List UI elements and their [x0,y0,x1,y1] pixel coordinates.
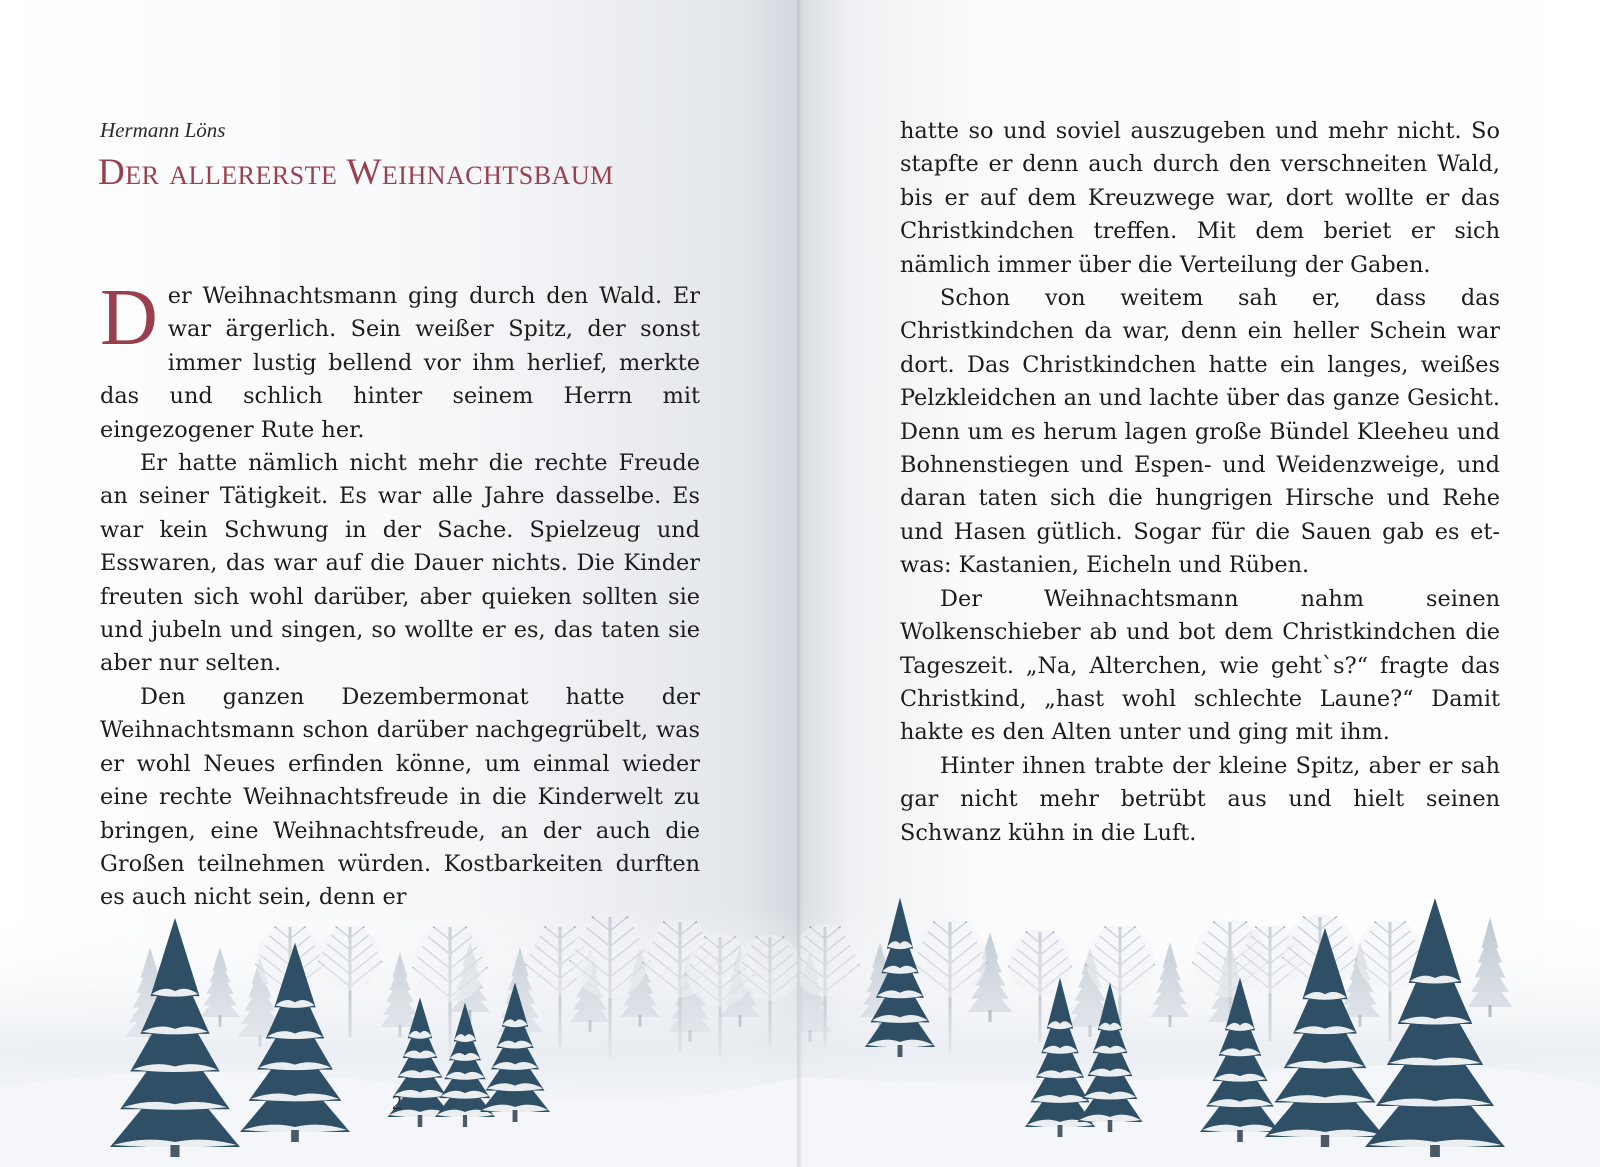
tree-trunk [463,1115,467,1127]
paragraph: hatte so und soviel auszugeben und mehr nicht. So stapfte er denn auch durch den verschneiten Wald, bis er auf dem Kreuzwege war, dort wollte er das Christkindchen treffen. Mit dem beriet er sich nämlich immer über die Verteilung der Gaben. [900,118,1500,278]
tree-trunk [1108,1120,1113,1132]
tree-trunk [170,1145,179,1157]
tree-trunk [291,1130,299,1142]
author-name: Hermann Löns [100,118,226,142]
tree-trunk [1321,1135,1329,1147]
page-number: 2 [392,1092,402,1114]
paragraph: Hinter ihnen trabte der kleine Spitz, aber er sah gar nicht mehr betrübt aus und hielt seinen Schwanz kühn in die Luft. [900,752,1500,846]
paragraph: Er hatte nämlich nicht mehr die rechte Freude an seiner Tätigkeit. Es war alle Jahre dasselbe. Es war kein Schwung in der Sache. Spielzeug und Esswaren, das war auf die Dauer nichts. Die Kinder freuten sich wohl darüber, aber quieken sollten sie und jubeln und singen, so wollte er es, das taten sie aber nur selten. [100,450,700,677]
paragraph: Den ganzen Dezembermonat hatte der Weihnachtsmann schon darüber nachgegrübelt, was er wohl Neues erfinden könne, um einmal wieder eine rechte Weihnachtsfreude in die Kinderwelt zu bringen, eine Weihnachtsfreude, an der auch die Großen teilnehmen würden. Kostbarkeiten durften es auch nicht sein, denn er [100,683,700,911]
tree-trunk [1058,1125,1063,1137]
tree-trunk [513,1110,518,1122]
left-text-column [100,274,700,915]
paragraph-text: er Weihnachtsmann ging durch den Wald. Er war ärgerlich. Sein weißer Spitz, der sonst immer lustig bellend vor ihm herlief, merkte das und schlich hinter seinem Herrn mit eingezogener Rute her. [100,283,700,443]
tree-trunk [1237,1130,1243,1142]
paragraph: Der Weihnachtsmann nahm seinen Wolkenschieber ab und bot dem Christkindchen die Tageszeit. „Na, Alterchen, wie geht`s?“ fragte das Christkind, „hast wohl schlechte Laune?“ Damit hakte es den Alten unter und ging mit ihm. [900,585,1500,746]
right-text-column [900,115,1500,850]
tree-trunk [1430,1145,1440,1157]
chapter-title: Der allererste Weihnachtsbaum [98,152,614,193]
paragraph [100,274,700,447]
drop-cap: D [100,274,158,362]
right-page [800,0,1600,1167]
paragraph: Schon von weitem sah er, dass das Christkindchen da war, denn ein heller Schein war dort. Das Christkindchen hatte ein langes, weißes Pelzkleidchen an und lachte über das ganze Gesicht. Denn um es herum lagen große Bündel Kleeheu und Bohnenstiegen und Espen- und Weidenzweige, und daran taten sich die hungrigen Hirsche und Rehe und Hasen gütlich. Sogar für die Sauen gab es etwas: Kastanien, Eicheln und Rüben. [900,285,1500,579]
tree-trunk [418,1115,423,1127]
tree-trunk [898,1045,903,1057]
book-gutter [797,0,803,1167]
